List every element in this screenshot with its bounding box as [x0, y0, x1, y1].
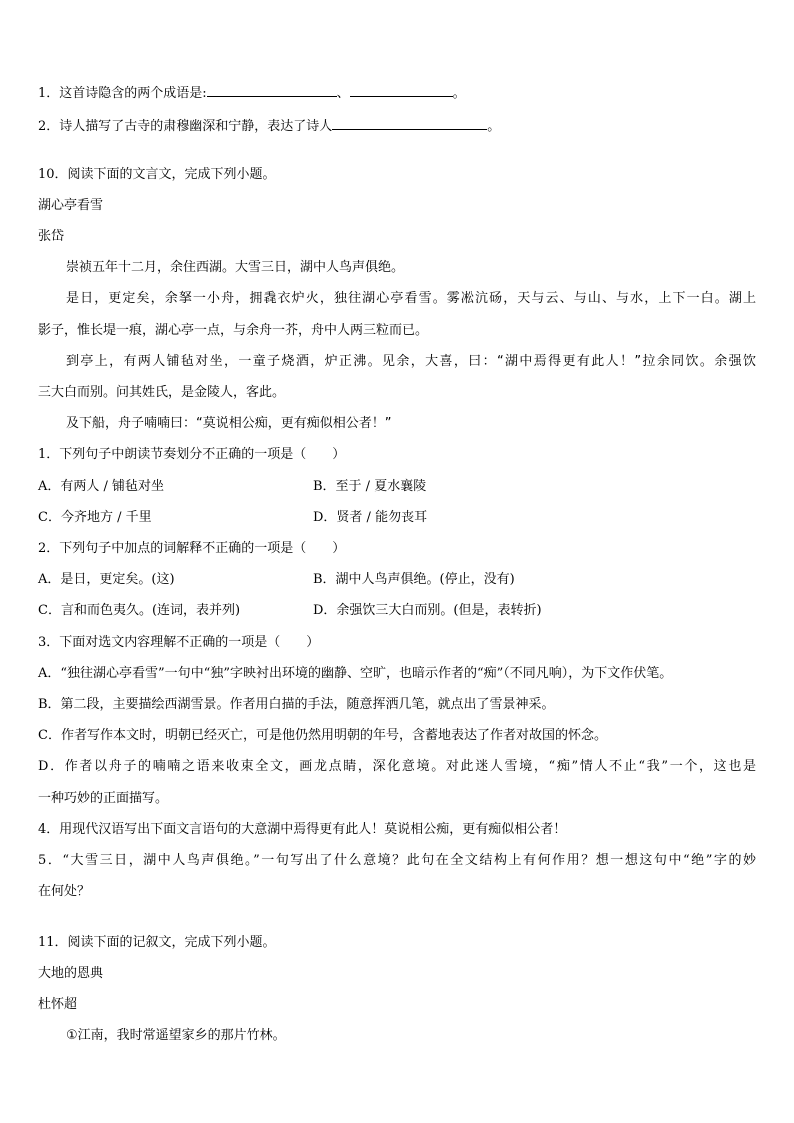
q10-paragraph-cont: 影子，惟长堤一痕，湖心亭一点，与余舟一芥，舟中人两三粒而已。	[38, 323, 429, 338]
q10-paragraph: 崇祯五年十二月，余住西湖。大雪三日，湖中人鸟声俱绝。	[66, 260, 405, 275]
q11-heading: 11．阅读下面的记叙文，完成下列小题。	[38, 935, 276, 950]
option-b[interactable]: B．湖中人鸟声俱绝。(停止，没有)	[313, 572, 515, 587]
option-d[interactable]: D．余强饮三大白而别。(但是，表转折)	[313, 603, 542, 618]
answer-blank[interactable]	[332, 115, 487, 130]
q10-paragraph: 到亭上，有两人铺毡对坐，一童子烧酒，炉正沸。见余，大喜，曰：“湖中焉得更有此人！”拉余同饮。余强饮	[66, 354, 756, 369]
poem-question-1	[38, 82, 756, 100]
q10-sub1-options-row2	[38, 509, 756, 527]
answer-blank[interactable]	[350, 82, 453, 97]
option-c[interactable]: C．今齐地方 / 千里	[38, 510, 152, 525]
q10-sub1-stem: 1．下列句子中朗读节奏划分不正确的一项是（ ）	[38, 447, 346, 462]
option-b[interactable]: B．第二段，主要描绘西湖雪景。作者用白描的手法，随意挥洒几笔，就点出了雪景神采。	[38, 697, 555, 712]
q10-sub1-options-row1	[38, 478, 756, 496]
q10-passage-title: 湖心亭看雪	[38, 198, 104, 213]
q10-sub2-options-row2	[38, 602, 756, 620]
option-d[interactable]: D．贤者 / 能勿丧耳	[313, 510, 428, 525]
q10-paragraph: 是日，更定矣，余拏一小舟，拥毳衣炉火，独往湖心亭看雪。雾凇沆砀，天与云、与山、与水，上下一白。湖上	[66, 291, 756, 306]
question-text: 1．这首诗隐含的两个成语是:	[38, 86, 207, 101]
option-a[interactable]: A．是日，更定矣。(这)	[38, 572, 175, 587]
option-d[interactable]: D．作者以舟子的喃喃之语来收束全文，画龙点睛，深化意境。对此迷人雪境，“痴”情人不止“我”一个，这也是	[38, 759, 756, 774]
period: 。	[487, 119, 501, 134]
q10-heading: 10．阅读下面的文言文，完成下列小题。	[38, 167, 276, 182]
poem-question-2	[38, 115, 756, 133]
q11-passage-title: 大地的恩典	[38, 966, 104, 981]
period: 。	[452, 86, 466, 101]
q10-paragraph: 及下船，舟子喃喃曰：“莫说相公痴，更有痴似相公者！”	[66, 416, 392, 431]
q11-paragraph: ①江南，我时常遥望家乡的那片竹林。	[66, 1028, 286, 1043]
option-b[interactable]: B．至于 / 夏水襄陵	[313, 479, 427, 494]
q10-sub2-stem: 2．下列句子中加点的词解释不正确的一项是（ ）	[38, 541, 346, 556]
question-text: 2．诗人描写了古寺的肃穆幽深和宁静，表达了诗人	[38, 119, 333, 134]
q10-sub3-stem: 3．下面对选文内容理解不正确的一项是（ ）	[38, 635, 320, 650]
q11-passage-author: 杜怀超	[38, 997, 78, 1012]
q10-passage-author: 张岱	[38, 229, 65, 244]
q10-sub2-options-row1	[38, 571, 756, 589]
option-d-cont[interactable]: 一种巧妙的正面描写。	[38, 791, 169, 806]
option-a[interactable]: A．有两人 / 铺毡对坐	[38, 479, 165, 494]
separator: 、	[336, 86, 350, 101]
answer-blank[interactable]	[207, 82, 337, 97]
option-c[interactable]: C．言和而色夷久。(连词，表并列)	[38, 603, 241, 618]
q10-sub5-cont: 在何处？	[38, 884, 91, 899]
q10-sub5: 5．“大雪三日，湖中人鸟声俱绝。”一句写出了什么意境？此句在全文结构上有何作用？想一想这句中“绝”字的妙	[38, 853, 756, 868]
q10-sub4: 4．用现代汉语写出下面文言语句的大意湖中焉得更有此人！莫说相公痴，更有痴似相公者！	[38, 822, 567, 837]
option-a[interactable]: A．“独往湖心亭看雪”一句中“独”字映衬出环境的幽静、空旷，也暗示作者的“痴”（不同凡响），为下文作伏笔。	[38, 666, 673, 681]
q10-paragraph-cont: 三大白而别。问其姓氏，是金陵人，客此。	[38, 385, 286, 400]
option-c[interactable]: C．作者写作本文时，明朝已经灭亡，可是他仍然用明朝的年号，含蓄地表达了作者对故国的怀念。	[38, 728, 607, 743]
